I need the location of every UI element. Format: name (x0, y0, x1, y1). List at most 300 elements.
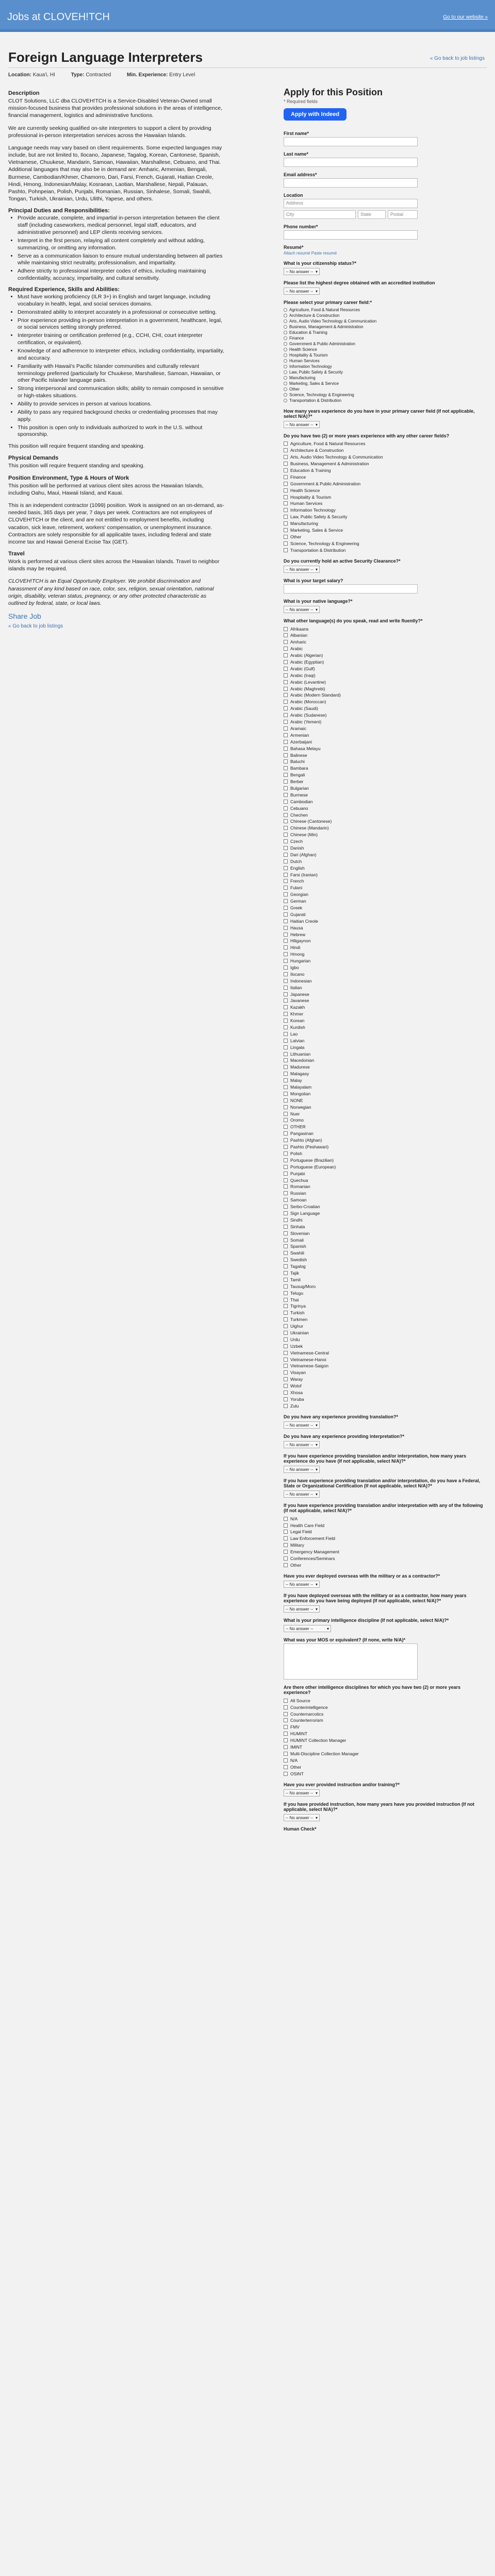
checkbox[interactable] (284, 773, 288, 777)
radio-option[interactable] (284, 358, 487, 364)
checkbox-option[interactable] (284, 1163, 487, 1170)
checkbox[interactable] (284, 846, 288, 850)
checkbox-option[interactable] (284, 772, 487, 778)
radio-option[interactable] (284, 307, 487, 313)
citizenship-select[interactable]: -- No answer -- ▾ (284, 268, 320, 275)
checkbox-option[interactable] (284, 480, 487, 487)
checkbox[interactable] (284, 1317, 288, 1321)
checkbox[interactable] (284, 1536, 288, 1540)
checkbox-option[interactable] (284, 1529, 487, 1535)
checkbox-option[interactable] (284, 958, 487, 964)
translation-select[interactable]: -- No answer -- ▾ (284, 1421, 320, 1429)
checkbox-option[interactable] (284, 1071, 487, 1077)
checkbox-option[interactable] (284, 1216, 487, 1223)
checkbox-option[interactable] (284, 938, 487, 944)
checkbox[interactable] (284, 1556, 288, 1561)
radio-button[interactable] (284, 325, 287, 329)
checkbox[interactable] (284, 959, 288, 963)
checkbox-option[interactable] (284, 738, 487, 745)
checkbox[interactable] (284, 1397, 288, 1401)
checkbox[interactable] (284, 1264, 288, 1268)
checkbox-option[interactable] (284, 1515, 487, 1522)
checkbox-option[interactable] (284, 851, 487, 858)
checkbox-option[interactable] (284, 752, 487, 758)
checkbox-option[interactable] (284, 507, 487, 514)
radio-option[interactable] (284, 392, 487, 398)
checkbox-option[interactable] (284, 825, 487, 832)
checkbox-option[interactable] (284, 1024, 487, 1031)
checkbox-option[interactable] (284, 1250, 487, 1257)
checkbox[interactable] (284, 806, 288, 810)
radio-button[interactable] (284, 353, 287, 357)
checkbox[interactable] (284, 633, 288, 637)
checkbox[interactable] (284, 992, 288, 996)
checkbox-option[interactable] (284, 1144, 487, 1150)
checkbox[interactable] (284, 653, 288, 657)
checkbox-option[interactable] (284, 845, 487, 852)
checkbox[interactable] (284, 1351, 288, 1355)
checkbox-option[interactable] (284, 665, 487, 672)
radio-button[interactable] (284, 342, 287, 346)
years-primary-select[interactable]: -- No answer -- ▾ (284, 421, 320, 428)
radio-button[interactable] (284, 348, 287, 351)
checkbox[interactable] (284, 1377, 288, 1381)
checkbox[interactable] (284, 468, 288, 472)
checkbox-option[interactable] (284, 547, 487, 553)
checkbox-option[interactable] (284, 805, 487, 811)
checkbox[interactable] (284, 1278, 288, 1282)
checkbox[interactable] (284, 667, 288, 671)
checkbox[interactable] (284, 1358, 288, 1362)
clearance-select[interactable]: -- No answer -- ▾ (284, 566, 320, 573)
checkbox[interactable] (284, 1745, 288, 1749)
checkbox[interactable] (284, 1158, 288, 1162)
checkbox[interactable] (284, 1543, 288, 1547)
checkbox-option[interactable] (284, 440, 487, 447)
checkbox[interactable] (284, 1165, 288, 1169)
checkbox[interactable] (284, 455, 288, 459)
checkbox[interactable] (284, 1184, 288, 1189)
checkbox-option[interactable] (284, 473, 487, 480)
checkbox[interactable] (284, 1145, 288, 1149)
state-input[interactable]: State (358, 210, 386, 219)
checkbox[interactable] (284, 508, 288, 512)
checkbox-option[interactable] (284, 1018, 487, 1024)
checkbox[interactable] (284, 1705, 288, 1709)
checkbox-option[interactable] (284, 1724, 487, 1731)
checkbox[interactable] (284, 939, 288, 943)
checkbox[interactable] (284, 1284, 288, 1289)
radio-button[interactable] (284, 319, 287, 323)
checkbox[interactable] (284, 1078, 288, 1082)
checkbox[interactable] (284, 1098, 288, 1103)
checkbox[interactable] (284, 747, 288, 751)
checkbox-option[interactable] (284, 1303, 487, 1310)
interpretation-select[interactable]: -- No answer -- ▾ (284, 1441, 320, 1448)
checkbox[interactable] (284, 1211, 288, 1215)
checkbox[interactable] (284, 1172, 288, 1176)
checkbox[interactable] (284, 1032, 288, 1036)
checkbox[interactable] (284, 1725, 288, 1729)
radio-option[interactable] (284, 335, 487, 341)
checkbox[interactable] (284, 1324, 288, 1328)
radio-option[interactable] (284, 347, 487, 352)
apply-with-indeed-button[interactable]: Apply with Indeed (284, 108, 346, 121)
checkbox-option[interactable] (284, 719, 487, 725)
checkbox[interactable] (284, 1699, 288, 1703)
checkbox[interactable] (284, 1752, 288, 1756)
checkbox-option[interactable] (284, 520, 487, 527)
checkbox-option[interactable] (284, 1011, 487, 1018)
checkbox-option[interactable] (284, 639, 487, 646)
checkbox-option[interactable] (284, 533, 487, 540)
checkbox-option[interactable] (284, 871, 487, 878)
radio-button[interactable] (284, 382, 287, 385)
checkbox-option[interactable] (284, 1064, 487, 1071)
checkbox-option[interactable] (284, 1396, 487, 1402)
radio-button[interactable] (284, 393, 287, 397)
radio-option[interactable] (284, 375, 487, 381)
checkbox[interactable] (284, 1045, 288, 1049)
checkbox[interactable] (284, 1523, 288, 1528)
checkbox[interactable] (284, 1258, 288, 1262)
checkbox[interactable] (284, 1331, 288, 1335)
checkbox-option[interactable] (284, 898, 487, 905)
checkbox-option[interactable] (284, 1402, 487, 1409)
checkbox[interactable] (284, 528, 288, 532)
checkbox-option[interactable] (284, 1270, 487, 1277)
checkbox[interactable] (284, 495, 288, 499)
checkbox-option[interactable] (284, 1276, 487, 1283)
checkbox-option[interactable] (284, 500, 487, 507)
checkbox-option[interactable] (284, 1077, 487, 1084)
checkbox[interactable] (284, 647, 288, 651)
checkbox-option[interactable] (284, 977, 487, 984)
checkbox[interactable] (284, 779, 288, 784)
checkbox-option[interactable] (284, 1030, 487, 1037)
last-name-input[interactable] (284, 158, 418, 167)
email-input[interactable] (284, 178, 418, 188)
checkbox-option[interactable] (284, 1770, 487, 1777)
checkbox-option[interactable] (284, 1389, 487, 1396)
checkbox-option[interactable] (284, 1757, 487, 1764)
checkbox-option[interactable] (284, 1549, 487, 1555)
checkbox-option[interactable] (284, 540, 487, 547)
checkbox[interactable] (284, 1244, 288, 1248)
share-job-link[interactable]: Share Job (8, 612, 41, 621)
phone-input[interactable] (284, 230, 418, 240)
checkbox-option[interactable] (284, 1283, 487, 1290)
checkbox[interactable] (284, 1563, 288, 1567)
checkbox-option[interactable] (284, 1104, 487, 1110)
checkbox[interactable] (284, 627, 288, 631)
checkbox[interactable] (284, 1298, 288, 1302)
radio-button[interactable] (284, 376, 287, 380)
checkbox-option[interactable] (284, 1383, 487, 1389)
checkbox-option[interactable] (284, 1097, 487, 1104)
checkbox-option[interactable] (284, 891, 487, 898)
checkbox[interactable] (284, 906, 288, 910)
radio-option[interactable] (284, 398, 487, 403)
checkbox-option[interactable] (284, 1717, 487, 1724)
radio-option[interactable] (284, 381, 487, 386)
checkbox[interactable] (284, 1251, 288, 1255)
checkbox[interactable] (284, 998, 288, 1003)
checkbox-option[interactable] (284, 514, 487, 520)
checkbox-option[interactable] (284, 1697, 487, 1704)
checkbox[interactable] (284, 442, 288, 446)
checkbox[interactable] (284, 986, 288, 990)
checkbox-option[interactable] (284, 652, 487, 659)
checkbox-option[interactable] (284, 778, 487, 785)
checkbox[interactable] (284, 965, 288, 970)
checkbox[interactable] (284, 919, 288, 923)
checkbox[interactable] (284, 1738, 288, 1742)
checkbox-option[interactable] (284, 964, 487, 971)
checkbox-option[interactable] (284, 1336, 487, 1343)
checkbox-option[interactable] (284, 447, 487, 454)
checkbox-option[interactable] (284, 1704, 487, 1710)
checkbox-option[interactable] (284, 865, 487, 871)
checkbox-option[interactable] (284, 1710, 487, 1717)
checkbox-option[interactable] (284, 838, 487, 845)
checkbox-option[interactable] (284, 1750, 487, 1757)
checkbox-option[interactable] (284, 1310, 487, 1316)
checkbox[interactable] (284, 541, 288, 546)
instruction-select[interactable]: -- No answer -- ▾ (284, 1789, 320, 1797)
checkbox[interactable] (284, 826, 288, 830)
radio-button[interactable] (284, 359, 287, 363)
checkbox[interactable] (284, 1198, 288, 1202)
checkbox-option[interactable] (284, 1170, 487, 1177)
checkbox-option[interactable] (284, 1316, 487, 1323)
checkbox[interactable] (284, 1178, 288, 1182)
checkbox[interactable] (284, 733, 288, 737)
checkbox[interactable] (284, 1125, 288, 1129)
checkbox[interactable] (284, 515, 288, 519)
checkbox-option[interactable] (284, 1130, 487, 1137)
checkbox[interactable] (284, 1218, 288, 1222)
checkbox-option[interactable] (284, 1535, 487, 1542)
checkbox-option[interactable] (284, 944, 487, 951)
checkbox-option[interactable] (284, 905, 487, 911)
checkbox-option[interactable] (284, 878, 487, 885)
checkbox[interactable] (284, 759, 288, 764)
checkbox-option[interactable] (284, 1330, 487, 1336)
checkbox[interactable] (284, 886, 288, 890)
checkbox[interactable] (284, 740, 288, 744)
checkbox[interactable] (284, 1732, 288, 1736)
translation-years-select[interactable]: -- No answer -- ▾ (284, 1466, 320, 1473)
checkbox[interactable] (284, 488, 288, 493)
checkbox-option[interactable] (284, 818, 487, 825)
checkbox-option[interactable] (284, 1522, 487, 1529)
instruction-years-select[interactable]: -- No answer -- ▾ (284, 1814, 320, 1821)
checkbox-option[interactable] (284, 632, 487, 639)
checkbox[interactable] (284, 1039, 288, 1043)
checkbox-option[interactable] (284, 1137, 487, 1144)
checkbox[interactable] (284, 1005, 288, 1009)
checkbox[interactable] (284, 673, 288, 677)
radio-option[interactable] (284, 313, 487, 318)
checkbox-option[interactable] (284, 1562, 487, 1568)
checkbox-option[interactable] (284, 931, 487, 938)
checkbox[interactable] (284, 1517, 288, 1521)
checkbox[interactable] (284, 706, 288, 710)
checkbox[interactable] (284, 1052, 288, 1056)
checkbox[interactable] (284, 800, 288, 804)
checkbox[interactable] (284, 1304, 288, 1308)
checkbox[interactable] (284, 1092, 288, 1096)
checkbox-option[interactable] (284, 1057, 487, 1064)
checkbox[interactable] (284, 1712, 288, 1716)
radio-button[interactable] (284, 365, 287, 368)
checkbox[interactable] (284, 1404, 288, 1408)
checkbox[interactable] (284, 793, 288, 797)
checkbox-option[interactable] (284, 1150, 487, 1157)
checkbox[interactable] (284, 912, 288, 917)
checkbox[interactable] (284, 1238, 288, 1242)
radio-button[interactable] (284, 314, 287, 317)
checkbox-option[interactable] (284, 454, 487, 461)
checkbox-option[interactable] (284, 461, 487, 467)
radio-option[interactable] (284, 369, 487, 375)
checkbox[interactable] (284, 680, 288, 684)
checkbox[interactable] (284, 979, 288, 983)
checkbox-option[interactable] (284, 1555, 487, 1562)
radio-button[interactable] (284, 336, 287, 340)
checkbox-option[interactable] (284, 1230, 487, 1236)
checkbox-option[interactable] (284, 467, 487, 474)
checkbox-option[interactable] (284, 1376, 487, 1383)
checkbox-option[interactable] (284, 1110, 487, 1117)
radio-button[interactable] (284, 308, 287, 312)
checkbox-option[interactable] (284, 679, 487, 685)
checkbox[interactable] (284, 866, 288, 870)
intel-select[interactable]: -- No answer -- ▾ (284, 1625, 331, 1632)
checkbox-option[interactable] (284, 1236, 487, 1243)
checkbox[interactable] (284, 945, 288, 950)
checkbox-option[interactable] (284, 1183, 487, 1190)
checkbox-option[interactable] (284, 832, 487, 838)
checkbox-option[interactable] (284, 1737, 487, 1744)
checkbox[interactable] (284, 786, 288, 790)
checkbox-option[interactable] (284, 725, 487, 732)
address-input[interactable]: Address (284, 199, 418, 208)
checkbox-option[interactable] (284, 1124, 487, 1130)
checkbox-option[interactable] (284, 1744, 487, 1751)
checkbox[interactable] (284, 713, 288, 717)
first-name-input[interactable] (284, 137, 418, 146)
checkbox[interactable] (284, 926, 288, 930)
checkbox[interactable] (284, 1025, 288, 1029)
checkbox-option[interactable] (284, 494, 487, 500)
checkbox-option[interactable] (284, 924, 487, 931)
checkbox[interactable] (284, 462, 288, 466)
checkbox-option[interactable] (284, 1257, 487, 1263)
checkbox-option[interactable] (284, 692, 487, 699)
checkbox[interactable] (284, 1364, 288, 1368)
checkbox[interactable] (284, 839, 288, 843)
checkbox-option[interactable] (284, 1117, 487, 1124)
checkbox-option[interactable] (284, 745, 487, 752)
checkbox[interactable] (284, 819, 288, 823)
radio-option[interactable] (284, 352, 487, 358)
radio-button[interactable] (284, 387, 287, 391)
checkbox-option[interactable] (284, 911, 487, 918)
back-to-listings-bottom[interactable]: « Go back to job listings (8, 623, 63, 630)
checkbox[interactable] (284, 1271, 288, 1275)
checkbox[interactable] (284, 813, 288, 817)
checkbox[interactable] (284, 1337, 288, 1342)
checkbox[interactable] (284, 1191, 288, 1195)
mos-textarea[interactable] (284, 1643, 418, 1680)
checkbox-option[interactable] (284, 1349, 487, 1356)
checkbox-option[interactable] (284, 646, 487, 652)
checkbox-option[interactable] (284, 1084, 487, 1091)
checkbox-option[interactable] (284, 699, 487, 705)
checkbox-option[interactable] (284, 1090, 487, 1097)
checkbox[interactable] (284, 1151, 288, 1156)
checkbox-option[interactable] (284, 527, 487, 534)
checkbox-option[interactable] (284, 685, 487, 692)
checkbox[interactable] (284, 1291, 288, 1295)
checkbox[interactable] (284, 879, 288, 883)
checkbox[interactable] (284, 1370, 288, 1375)
checkbox-option[interactable] (284, 1044, 487, 1050)
checkbox[interactable] (284, 1391, 288, 1395)
radio-option[interactable] (284, 364, 487, 369)
checkbox[interactable] (284, 1205, 288, 1209)
checkbox[interactable] (284, 501, 288, 505)
checkbox-option[interactable] (284, 798, 487, 805)
checkbox-option[interactable] (284, 672, 487, 679)
checkbox-option[interactable] (284, 732, 487, 738)
checkbox-option[interactable] (284, 811, 487, 818)
checkbox-option[interactable] (284, 1050, 487, 1057)
checkbox-option[interactable] (284, 984, 487, 991)
checkbox-option[interactable] (284, 1356, 487, 1363)
checkbox-option[interactable] (284, 1764, 487, 1770)
checkbox[interactable] (284, 1065, 288, 1069)
checkbox-option[interactable] (284, 487, 487, 494)
checkbox-option[interactable] (284, 951, 487, 958)
checkbox[interactable] (284, 1131, 288, 1136)
checkbox[interactable] (284, 1112, 288, 1116)
checkbox-option[interactable] (284, 765, 487, 772)
checkbox[interactable] (284, 1765, 288, 1769)
checkbox[interactable] (284, 1758, 288, 1762)
salary-input[interactable] (284, 584, 418, 594)
radio-option[interactable] (284, 341, 487, 347)
checkbox[interactable] (284, 1231, 288, 1235)
degree-select[interactable]: -- No answer -- ▾ (284, 287, 320, 295)
checkbox[interactable] (284, 1105, 288, 1109)
checkbox[interactable] (284, 1718, 288, 1722)
checkbox[interactable] (284, 972, 288, 976)
checkbox-option[interactable] (284, 1223, 487, 1230)
resume-links[interactable]: Attach resumé Paste resumé (284, 251, 337, 256)
checkbox[interactable] (284, 1530, 288, 1534)
checkbox-option[interactable] (284, 1177, 487, 1183)
radio-option[interactable] (284, 386, 487, 392)
checkbox[interactable] (284, 1072, 288, 1076)
checkbox[interactable] (284, 726, 288, 731)
checkbox-option[interactable] (284, 1157, 487, 1163)
checkbox[interactable] (284, 1344, 288, 1348)
radio-option[interactable] (284, 318, 487, 324)
checkbox[interactable] (284, 753, 288, 757)
